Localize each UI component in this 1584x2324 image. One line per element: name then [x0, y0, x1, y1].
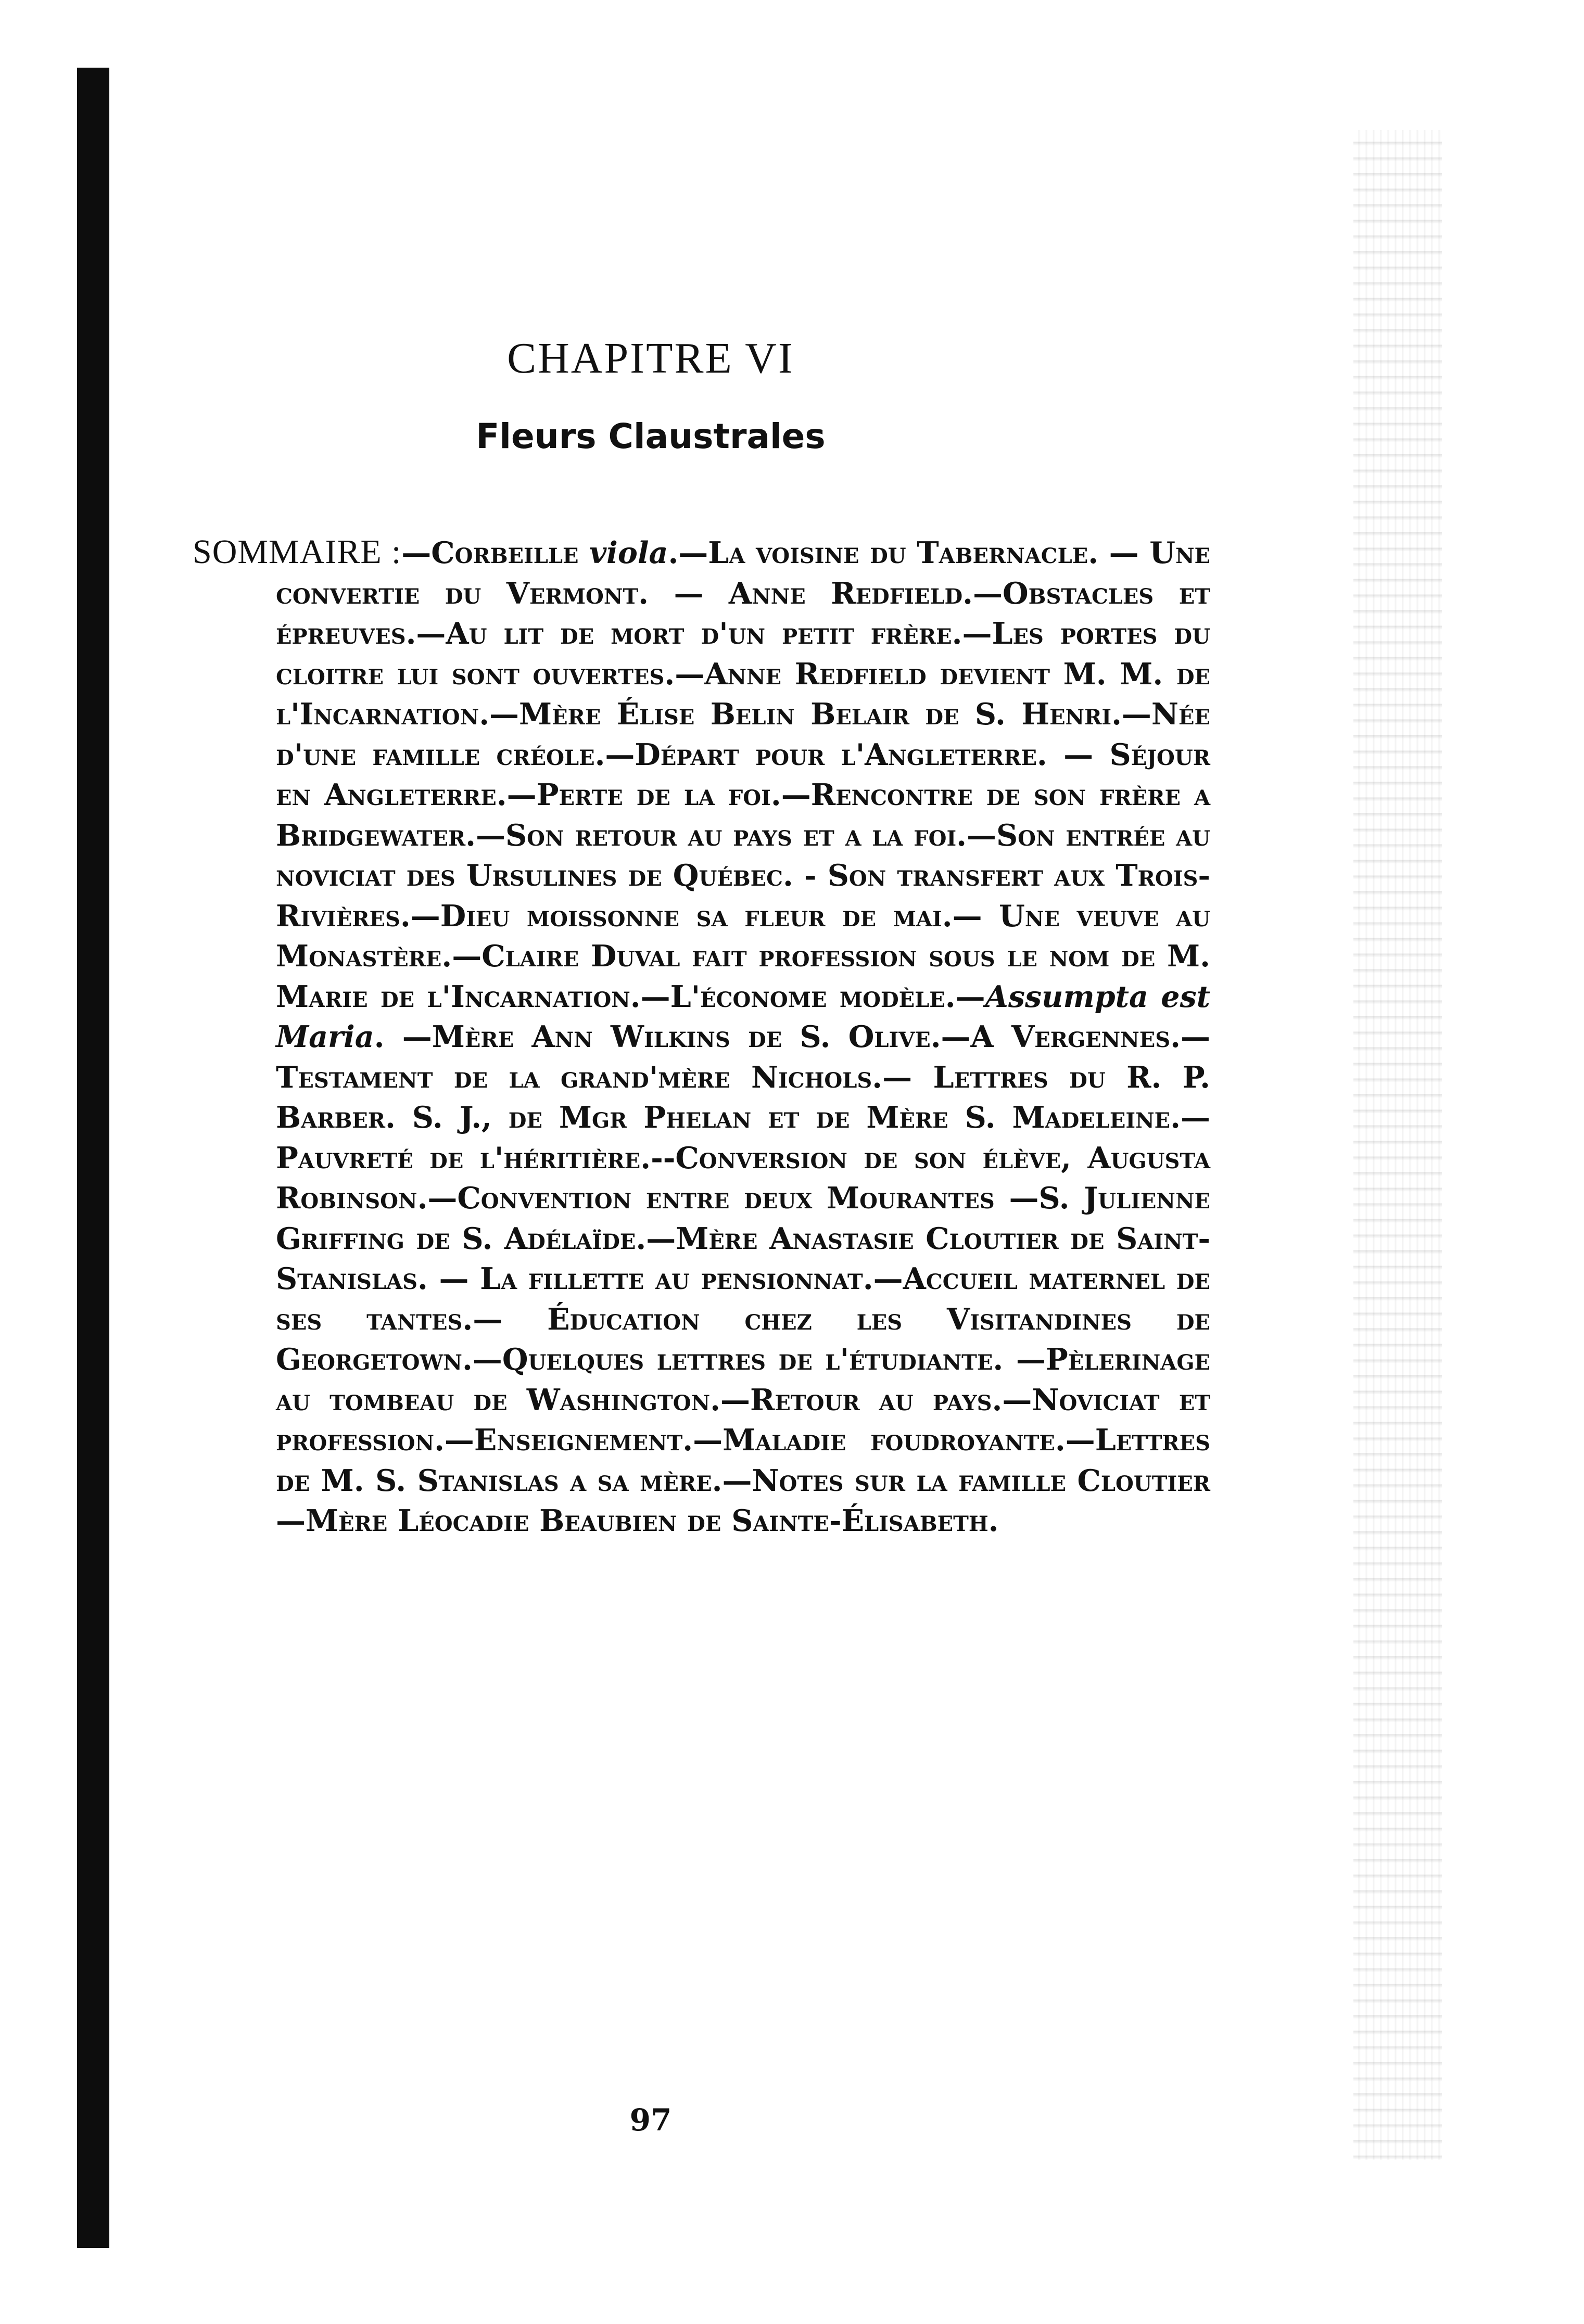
chapter-heading: CHAPITRE VI	[507, 334, 794, 382]
page-number: 97	[629, 2102, 672, 2138]
scan-edge-noise	[1353, 130, 1442, 2160]
chapter-summary	[193, 532, 1210, 1541]
summary-italic-2: Assumpta est Maria	[276, 979, 1210, 1054]
book-spine-shadow	[77, 68, 109, 2248]
summary-label: SOMMAIRE :	[193, 533, 402, 571]
chapter-subtitle: Fleurs Claustrales	[476, 416, 826, 456]
summary-text-part-1: —Corbeille	[401, 535, 590, 570]
summary-italic-1: viola	[589, 535, 668, 570]
summary-text-part-2: .—La voisine du Tabernacle. — Une convertie du Vermont. — Anne Redfield.—Obstacles et épreuves.—Au lit de mort d'un petit frère.—Les portes du cloitre lui sont ouvertes.—Anne Redfield devient M. M. de l'Incarnation.—Mère Élise Belin Belair de S. Henri.—Née d'une famille créole.—Départ pour l'Angleterre. — Séjour en Angleterre.—Perte de la foi.—Rencontre de son frère a Bridgewater.—Son retour au pays et a la foi.—Son entrée au noviciat des Ursulines de Québec. - Son transfert aux Trois-Rivières.—Dieu moissonne sa fleur de mai.— Une veuve au Monastère.—Claire Duval fait profession sous le nom de M. Marie de l'Incarnation.—L'économe modèle.—	[276, 535, 1210, 1014]
summary-text-part-3: . —Mère Ann Wilkins de S. Olive.—A Vergennes.—Testament de la grand'mère Nichols.— Lettres du R. P. Barber. S. J., de Mgr Phelan et de Mère S. Madeleine.—Pauvreté de l'héritière.--Conversion de son élève, Augusta Robinson.—Convention entre deux Mourantes —S. Julienne Griffing de S. Adélaïde.—Mère Anastasie Cloutier de Saint-Stanislas. — La fillette au pensionnat.—Accueil maternel de ses tantes.— Éducation chez les Visitandines de Georgetown.—Quelques lettres de l'étudiante. —Pèlerinage au tombeau de Washington.—Retour au pays.—Noviciat et profession.—Enseignement.—Maladie foudroyante.—Lettres de M. S. Stanislas a sa mère.—Notes sur la famille Cloutier —Mère Léocadie Beaubien de Sainte-Élisabeth.	[276, 1019, 1210, 1538]
